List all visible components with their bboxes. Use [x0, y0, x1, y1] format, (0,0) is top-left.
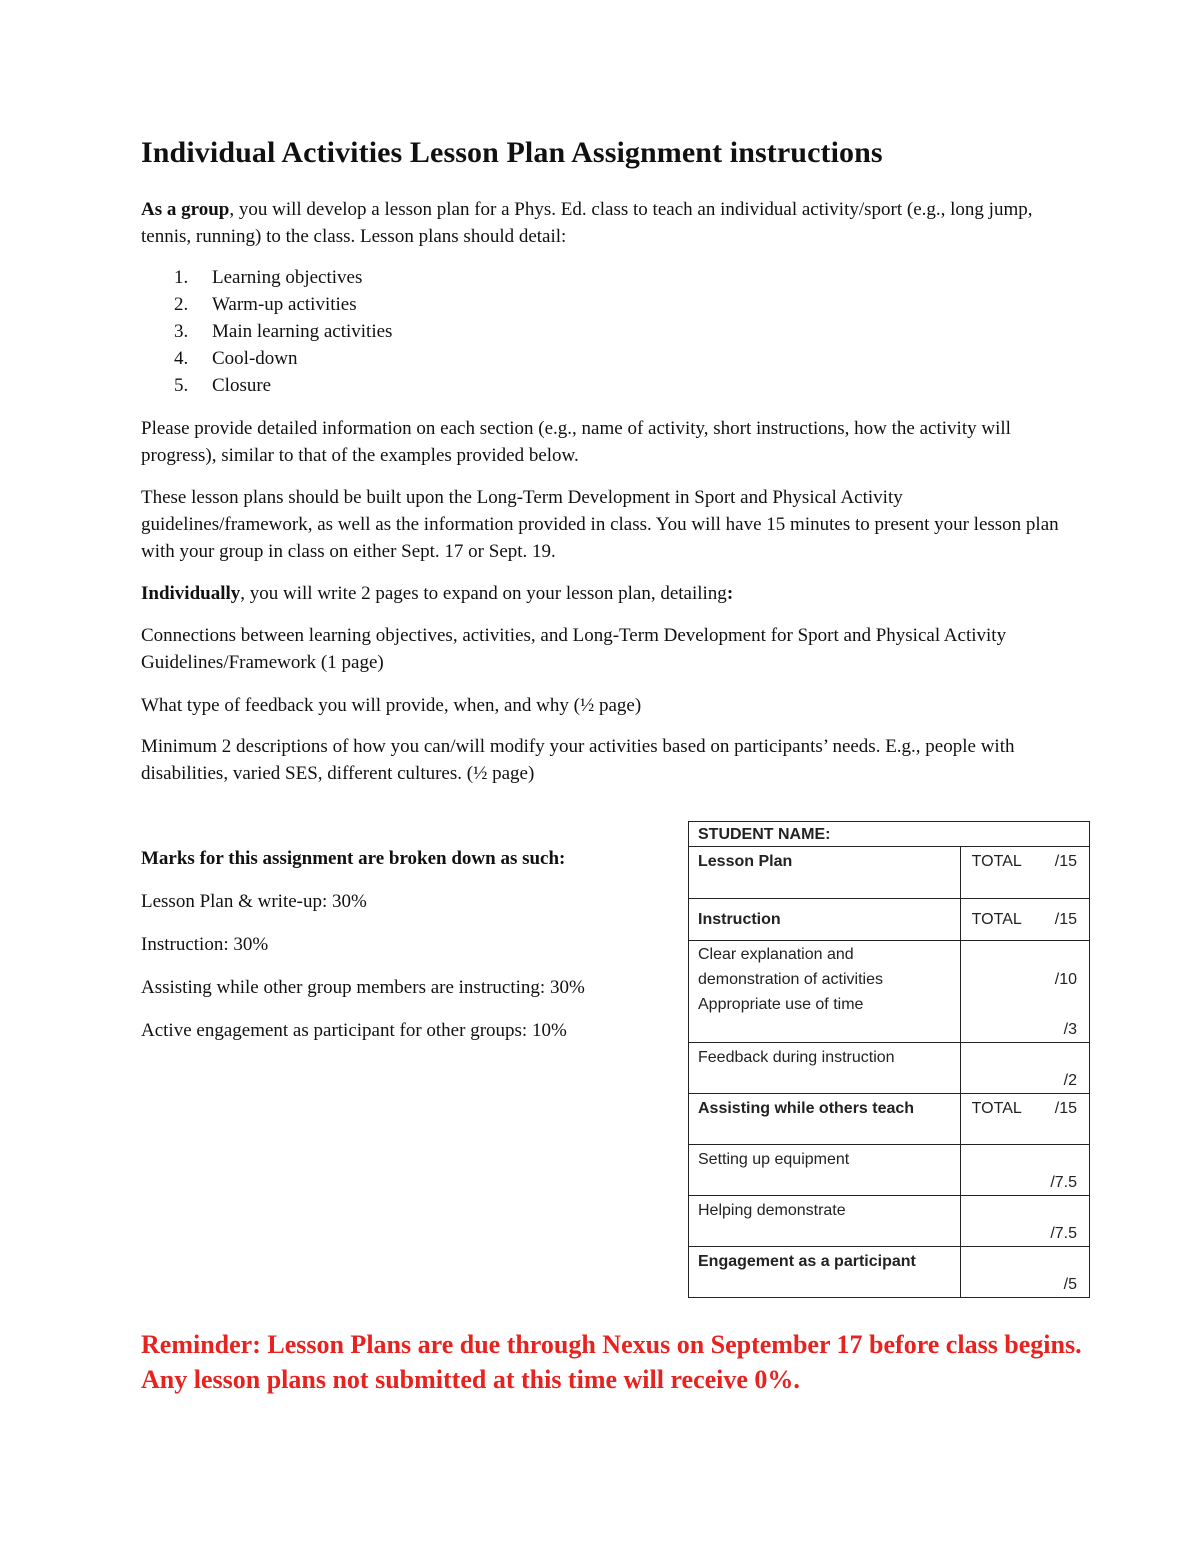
list-label: Warm-up activities	[212, 294, 357, 315]
time-label: Appropriate use of time	[698, 996, 864, 1013]
connections-paragraph: Connections between learning objectives, activities, and Long-Term Development for Sport and Physical Activity Guidelines/Framework (1 page)	[141, 625, 1007, 673]
list-item	[141, 372, 392, 399]
table-row	[689, 1196, 1090, 1247]
lesson-plan-score	[960, 847, 1089, 899]
instruction-score	[960, 899, 1089, 941]
out-of-value: /5	[1063, 1276, 1077, 1293]
marks-item: Lesson Plan & write-up: 30%	[141, 891, 367, 912]
table-row	[689, 899, 1090, 941]
out-of-value: /3	[1063, 1021, 1077, 1038]
list-number: 1.	[174, 267, 189, 288]
table-row	[689, 822, 1090, 847]
intro-text: , you will develop a lesson plan for a Phys. Ed. class to teach an individual activity/sport (e.g., long jump, tennis, running) to the class. Lesson plans should detail:	[141, 199, 1033, 247]
out-of-value: /10	[1054, 971, 1077, 988]
list-number: 3.	[174, 321, 189, 342]
feedback-label: Feedback during instruction	[689, 1043, 961, 1094]
table-row	[689, 847, 1090, 899]
marking-rubric-table	[688, 821, 1090, 1298]
engagement-label: Engagement as a participant	[689, 1247, 961, 1298]
list-number: 2.	[174, 294, 189, 315]
individually-text: , you will write 2 pages to expand on your lesson plan, detailing	[240, 583, 727, 604]
table-row	[689, 1145, 1090, 1196]
marks-item: Assisting while other group members are instructing: 30%	[141, 977, 585, 998]
list-number: 5.	[174, 375, 189, 396]
out-of-value: /7.5	[1050, 1174, 1077, 1191]
assisting-score	[960, 1094, 1089, 1145]
setting-label: Setting up equipment	[689, 1145, 961, 1196]
clear-line-1: Clear explanation and	[698, 946, 854, 963]
list-label: Learning objectives	[212, 267, 363, 288]
ltd-paragraph: These lesson plans should be built upon the Long-Term Development in Sport and Physical Activity guidelines/framework, as well as the information provided in class. You will have 15 minutes to present your lesson plan with your group in class on either Sept. 17 or Sept. 19.	[141, 487, 1059, 562]
list-number: 4.	[174, 348, 189, 369]
out-of-value: /15	[1054, 853, 1077, 870]
list-label: Closure	[212, 375, 272, 396]
marks-item: Instruction: 30%	[141, 934, 269, 955]
individually-colon: :	[726, 583, 734, 604]
lesson-plan-label: Lesson Plan	[689, 847, 961, 899]
list-label: Main learning activities	[212, 321, 393, 342]
total-label: TOTAL	[971, 853, 1022, 870]
list-item	[141, 291, 392, 318]
helping-score	[960, 1196, 1089, 1247]
table-row	[689, 1247, 1090, 1298]
total-label: TOTAL	[971, 911, 1022, 928]
assisting-label: Assisting while others teach	[689, 1094, 961, 1145]
modify-paragraph: Minimum 2 descriptions of how you can/will modify your activities based on participants’ needs. E.g., people with disabilities, varied SES, different cultures. (½ page)	[141, 736, 1015, 784]
helping-label: Helping demonstrate	[689, 1196, 961, 1247]
out-of-value: /15	[1054, 911, 1077, 928]
instruction-label: Instruction	[689, 899, 961, 941]
student-name-cell: STUDENT NAME:	[689, 822, 1090, 847]
intro-lead: As a group	[141, 199, 230, 220]
list-label: Cool-down	[212, 348, 298, 369]
table-row	[689, 941, 1090, 1043]
clear-line-2: demonstration of activities	[698, 971, 883, 988]
clear-explanation-cell	[689, 941, 961, 1043]
setting-score	[960, 1145, 1089, 1196]
due-date-reminder: Reminder: Lesson Plans are due through Nexus on September 17 before class begins. Any lesson plans not submitted at this time will receive 0%.	[141, 1330, 1082, 1394]
marks-heading: Marks for this assignment are broken down as such:	[141, 848, 566, 869]
lesson-plan-sections-list	[141, 264, 392, 399]
out-of-value: /7.5	[1050, 1225, 1077, 1242]
detail-paragraph: Please provide detailed information on each section (e.g., name of activity, short instructions, how the activity will progress), similar to that of the examples provided below.	[141, 418, 1011, 466]
feedback-paragraph: What type of feedback you will provide, when, and why (½ page)	[141, 695, 642, 716]
list-item	[141, 264, 392, 291]
table-row	[689, 1094, 1090, 1145]
individually-lead: Individually	[141, 583, 241, 604]
total-label: TOTAL	[971, 1100, 1022, 1117]
engagement-score	[960, 1247, 1089, 1298]
table-row	[689, 1043, 1090, 1094]
list-item	[141, 345, 392, 372]
marks-breakdown	[141, 845, 681, 1060]
clear-explanation-score	[960, 941, 1089, 1043]
individually-paragraph	[141, 580, 1071, 607]
list-item	[141, 318, 392, 345]
marks-item: Active engagement as participant for other groups: 10%	[141, 1020, 567, 1041]
out-of-value: /15	[1054, 1100, 1077, 1117]
page-title: Individual Activities Lesson Plan Assignment instructions	[141, 136, 883, 169]
intro-paragraph	[141, 196, 1071, 250]
feedback-score	[960, 1043, 1089, 1094]
out-of-value: /2	[1063, 1072, 1077, 1089]
